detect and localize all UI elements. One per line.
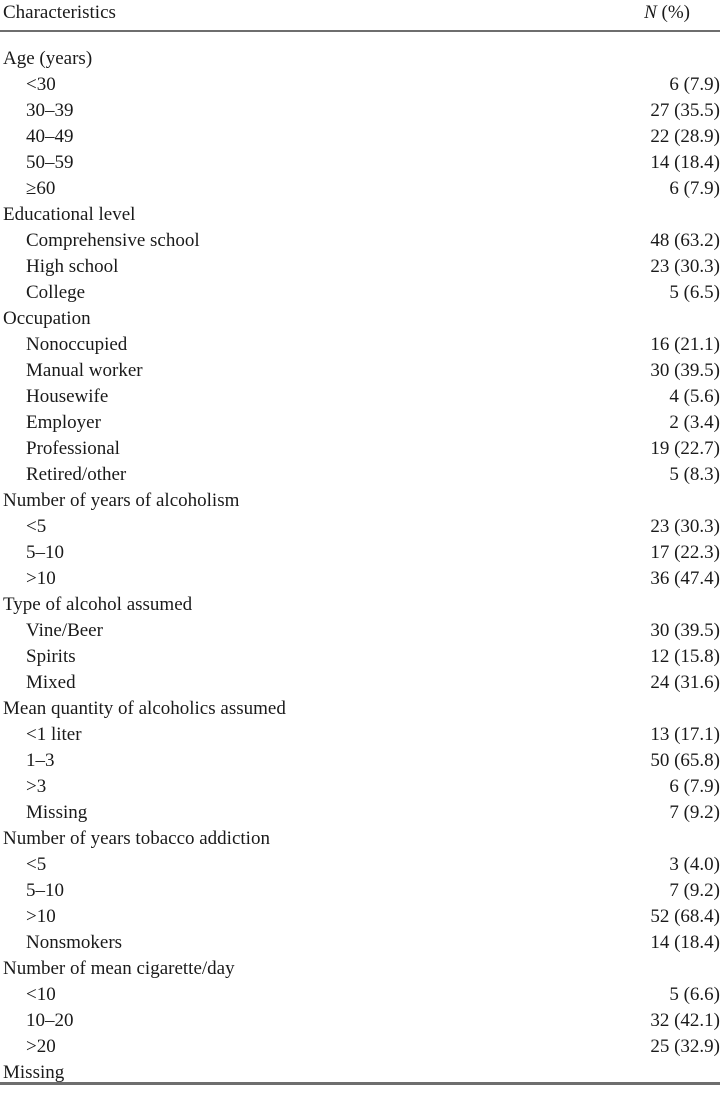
table-section-row bbox=[0, 696, 720, 722]
table-row bbox=[0, 124, 720, 150]
table-section-row bbox=[0, 46, 720, 72]
row-value: 14 (18.4) bbox=[650, 932, 720, 953]
table-section-row bbox=[0, 488, 720, 514]
row-value: 4 (5.6) bbox=[669, 386, 720, 407]
table-body bbox=[0, 46, 720, 1086]
row-value: 6 (7.9) bbox=[669, 178, 720, 199]
row-value: 7 (9.2) bbox=[669, 802, 720, 823]
row-value: 3 (4.0) bbox=[669, 854, 720, 875]
row-label: Housewife bbox=[26, 386, 109, 407]
row-label: Spirits bbox=[26, 646, 76, 667]
table-row bbox=[0, 930, 720, 956]
table-row bbox=[0, 1008, 720, 1034]
row-label: Comprehensive school bbox=[26, 230, 200, 251]
table-section-row bbox=[0, 956, 720, 982]
table-row bbox=[0, 852, 720, 878]
table-bottom-rule bbox=[0, 1082, 720, 1085]
table-row bbox=[0, 618, 720, 644]
row-label: Retired/other bbox=[26, 464, 127, 485]
row-value: 30 (39.5) bbox=[650, 620, 720, 641]
table-row bbox=[0, 280, 720, 306]
table-row bbox=[0, 462, 720, 488]
row-label: Number of years of alcoholism bbox=[3, 490, 240, 511]
row-value: 6 (7.9) bbox=[669, 74, 720, 95]
row-label: >20 bbox=[26, 1036, 56, 1057]
row-value: 23 (30.3) bbox=[650, 256, 720, 277]
table-row bbox=[0, 904, 720, 930]
table-row bbox=[0, 410, 720, 436]
row-value: 30 (39.5) bbox=[650, 360, 720, 381]
row-label: >3 bbox=[26, 776, 47, 797]
table-row bbox=[0, 176, 720, 202]
row-label: <30 bbox=[26, 74, 56, 95]
row-label: <10 bbox=[26, 984, 56, 1005]
row-label: Employer bbox=[26, 412, 101, 433]
row-label: 10–20 bbox=[26, 1010, 74, 1031]
row-label: High school bbox=[26, 256, 119, 277]
row-label: 5–10 bbox=[26, 880, 64, 901]
row-value: 36 (47.4) bbox=[650, 568, 720, 589]
row-label: Age (years) bbox=[3, 48, 93, 69]
table-row bbox=[0, 540, 720, 566]
row-label: <5 bbox=[26, 516, 47, 537]
row-label: Occupation bbox=[3, 308, 91, 329]
row-label: 5–10 bbox=[26, 542, 64, 563]
row-label: Nonsmokers bbox=[26, 932, 123, 953]
table-row bbox=[0, 384, 720, 410]
table-row bbox=[0, 436, 720, 462]
row-label: Manual worker bbox=[26, 360, 143, 381]
row-label: Nonoccupied bbox=[26, 334, 128, 355]
row-label: 50–59 bbox=[26, 152, 74, 173]
row-label: Missing bbox=[3, 1062, 65, 1083]
row-value: 5 (8.3) bbox=[669, 464, 720, 485]
row-label: >10 bbox=[26, 568, 56, 589]
row-value: 50 (65.8) bbox=[650, 750, 720, 771]
row-value: 6 (7.9) bbox=[669, 776, 720, 797]
row-value: 2 (3.4) bbox=[669, 412, 720, 433]
row-value: 22 (28.9) bbox=[650, 126, 720, 147]
row-label: College bbox=[26, 282, 86, 303]
row-label: Number of mean cigarette/day bbox=[3, 958, 235, 979]
table-row bbox=[0, 670, 720, 696]
table-row bbox=[0, 722, 720, 748]
row-label: 40–49 bbox=[26, 126, 74, 147]
header-percent: (%) bbox=[656, 2, 690, 23]
table-row bbox=[0, 514, 720, 540]
row-value: 12 (15.8) bbox=[650, 646, 720, 667]
table-header bbox=[0, 0, 720, 32]
row-value: 14 (18.4) bbox=[650, 152, 720, 173]
row-label: >10 bbox=[26, 906, 56, 927]
row-value: 25 (32.9) bbox=[650, 1036, 720, 1057]
row-label: <1 liter bbox=[26, 724, 82, 745]
row-label: Missing bbox=[26, 802, 88, 823]
row-label: 1–3 bbox=[26, 750, 55, 771]
table-section-row bbox=[0, 826, 720, 852]
table-row bbox=[0, 72, 720, 98]
table-row bbox=[0, 254, 720, 280]
row-label: Type of alcohol assumed bbox=[3, 594, 193, 615]
row-value: 32 (42.1) bbox=[650, 1010, 720, 1031]
table-row bbox=[0, 644, 720, 670]
table-section-row bbox=[0, 202, 720, 228]
row-label: 30–39 bbox=[26, 100, 74, 121]
table-row bbox=[0, 748, 720, 774]
table-row bbox=[0, 566, 720, 592]
row-value: 5 (6.5) bbox=[669, 282, 720, 303]
table-row bbox=[0, 332, 720, 358]
table-section-row bbox=[0, 306, 720, 332]
table-row bbox=[0, 982, 720, 1008]
table-row bbox=[0, 1034, 720, 1060]
row-value: 16 (21.1) bbox=[650, 334, 720, 355]
table-row bbox=[0, 878, 720, 904]
table-row bbox=[0, 150, 720, 176]
table-row bbox=[0, 228, 720, 254]
row-value: 13 (17.1) bbox=[650, 724, 720, 745]
header-n-percent bbox=[644, 2, 690, 24]
table-row bbox=[0, 774, 720, 800]
table-section-row bbox=[0, 592, 720, 618]
row-label: <5 bbox=[26, 854, 47, 875]
row-value: 7 (9.2) bbox=[669, 880, 720, 901]
row-value: 5 (6.6) bbox=[669, 984, 720, 1005]
row-value: 17 (22.3) bbox=[650, 542, 720, 563]
row-label: Vine/Beer bbox=[26, 620, 103, 641]
row-label: ≥60 bbox=[26, 178, 56, 199]
row-value: 48 (63.2) bbox=[650, 230, 720, 251]
table-row bbox=[0, 358, 720, 384]
row-label: Mean quantity of alcoholics assumed bbox=[3, 698, 286, 719]
header-characteristics: Characteristics bbox=[3, 2, 116, 23]
row-label: Educational level bbox=[3, 204, 136, 225]
row-value: 24 (31.6) bbox=[650, 672, 720, 693]
row-value: 23 (30.3) bbox=[650, 516, 720, 537]
row-value: 19 (22.7) bbox=[650, 438, 720, 459]
row-value: 52 (68.4) bbox=[650, 906, 720, 927]
row-value: 27 (35.5) bbox=[650, 100, 720, 121]
row-label: Professional bbox=[26, 438, 120, 459]
table-row bbox=[0, 800, 720, 826]
header-n: N bbox=[644, 2, 657, 23]
table-row bbox=[0, 98, 720, 124]
row-label: Number of years tobacco addiction bbox=[3, 828, 270, 849]
row-label: Mixed bbox=[26, 672, 76, 693]
